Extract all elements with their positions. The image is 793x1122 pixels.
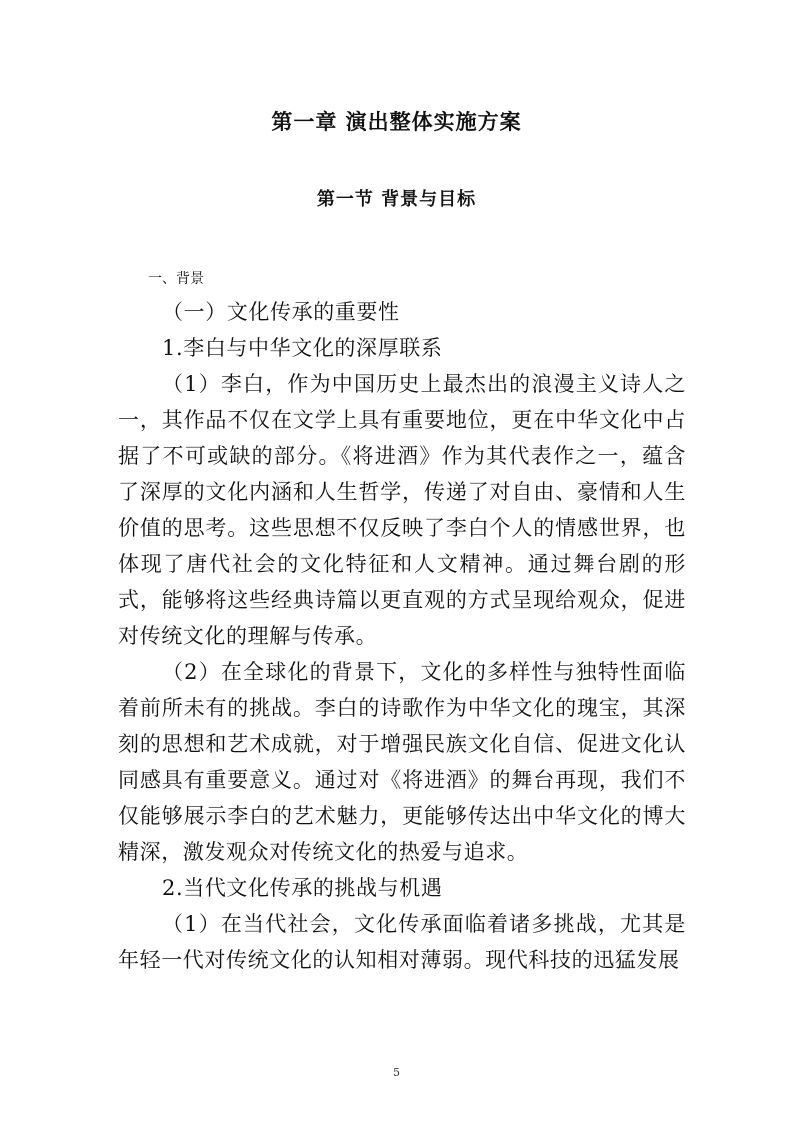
paragraph: （1）李白，作为中国历史上最杰出的浪漫主义诗人之一，其作品不仅在文学上具有重要地位，更在中华文化中占据了不可或缺的部分。《将进酒》作为其代表作之一，蕴含了深厚的文化内涵和人生哲学，传递了对自由、豪情和人生价值的思考。这些思想不仅反映了李白个人的情感世界，也体现了唐代社会的文化特征和人文精神。通过舞台剧的形式，能够将这些经典诗篇以更直观的方式呈现给观众，促进对传统文化的理解与传承。	[118, 372, 686, 648]
section-title: 第一节 背景与目标	[316, 189, 477, 210]
item-heading: 2.当代文化传承的挑战与机遇	[162, 876, 443, 900]
page-number: 5	[393, 1066, 400, 1079]
paragraph: （2）在全球化的背景下，文化的多样性与独特性面临着前所未有的挑战。李白的诗歌作为中华文化的瑰宝，其深刻的思想和艺术成就，对于增强民族文化自信、促进文化认同感具有重要意义。通过对《将进酒》的舞台再现，我们不仅能够展示李白的艺术魅力，更能够传达出中华文化的博大精深，激发观众对传统文化的热爱与追求。	[118, 660, 686, 864]
background-heading: 一、背景	[148, 271, 204, 287]
chapter-title: 第一章 演出整体实施方案	[271, 110, 522, 134]
item-heading: 1.李白与中华文化的深厚联系	[162, 336, 443, 360]
paragraph: （1）在当代社会，文化传承面临着诸多挑战，尤其是年轻一代对传统文化的认知相对薄弱。现代科技的迅猛发展	[118, 912, 686, 972]
body-text	[118, 294, 686, 978]
sub-heading: （一）文化传承的重要性	[162, 300, 400, 324]
